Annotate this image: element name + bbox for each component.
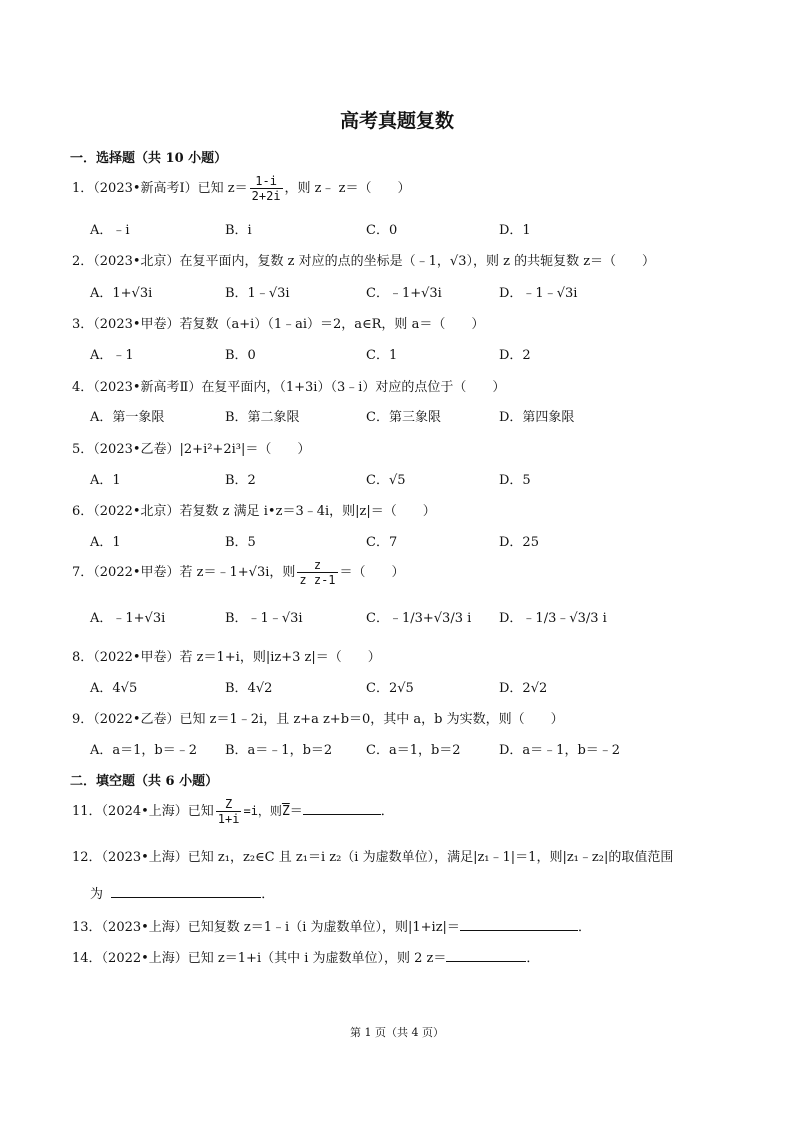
q1-option-b: B．i xyxy=(225,223,252,238)
question-5: 5．（2023•乙卷）|2+i²+2i³|＝（ ） xyxy=(72,442,311,457)
question-13: 13．（2023•上海）已知复数 z＝1﹣i（i 为虚数单位），则|1+iz|＝ ． xyxy=(72,920,591,935)
question-2: 2．（2023•北京）在复平面内，复数 z 对应的点的坐标是（﹣1，√3），则 z 的共轭复数 z＝（ ） xyxy=(72,254,656,269)
q12-answer-blank[interactable] xyxy=(111,897,261,898)
q3-option-d: D．2 xyxy=(499,348,531,363)
q1-option-c: C．0 xyxy=(366,223,398,238)
q11-middle: =i，则 xyxy=(243,804,282,818)
q6-option-c: C．7 xyxy=(366,535,398,550)
q9-option-a: A．a＝1，b＝﹣2 xyxy=(90,743,198,758)
q14-text: 14．（2022•上海）已知 z＝1+i（其中 i 为虚数单位），则 2 z＝ xyxy=(72,951,447,966)
q6-option-d: D．25 xyxy=(499,535,539,550)
q1-option-d: D．1 xyxy=(499,223,531,238)
q3-option-c: C．1 xyxy=(366,348,398,363)
q5-option-b: B．2 xyxy=(225,473,256,488)
q7-frac-num: z xyxy=(297,558,337,573)
q6-option-b: B．5 xyxy=(225,535,256,550)
q7-prefix: 7．（2022•甲卷）若 z＝﹣1+√3i，则 xyxy=(72,565,296,580)
q11-frac-num: Z xyxy=(216,797,242,812)
q7-fraction xyxy=(297,558,337,587)
q7-option-b: B．﹣1﹣√3i xyxy=(225,611,303,626)
q11-frac-den: 1+i xyxy=(217,812,240,826)
q4-option-a: A．第一象限 xyxy=(90,410,165,425)
q4-option-c: C．第三象限 xyxy=(366,410,441,425)
q8-option-b: B．4√2 xyxy=(225,681,273,696)
q5-option-c: C．√5 xyxy=(366,473,406,488)
q1-option-a: A．﹣i xyxy=(90,223,130,238)
q12-line2-text: 为 xyxy=(90,887,104,902)
section-heading-choice: 一．选择题（共 10 小题） xyxy=(70,151,228,166)
question-12: 12．（2023•上海）已知 z₁，z₂∈C 且 z₁＝i z₂（i 为虚数单位），满足|z₁﹣1|＝1，则|z₁﹣z₂|的取值范围 xyxy=(72,850,674,865)
q11-fraction xyxy=(216,797,242,826)
q8-option-c: C．2√5 xyxy=(366,681,414,696)
q2-option-a: A．1+√3i xyxy=(90,286,153,301)
question-6: 6．（2022•北京）若复数 z 满足 i•z＝3﹣4i，则|z|＝（ ） xyxy=(72,504,436,519)
q11-answer-blank[interactable] xyxy=(303,814,381,815)
q13-answer-blank[interactable] xyxy=(460,930,578,931)
q2-option-b: B．1﹣√3i xyxy=(225,286,290,301)
page-footer: 第 1 页（共 4 页） xyxy=(350,1026,444,1039)
q7-suffix: ＝（ ） xyxy=(339,565,405,580)
q3-option-a: A．﹣1 xyxy=(90,348,134,363)
q9-option-b: B．a＝﹣1，b＝2 xyxy=(225,743,333,758)
question-11: 11．（2024•上海）已知 $\frac{Z}{1+i}$ =i，则$\overline{Z}=$ ． xyxy=(72,797,394,826)
q11-suffix: ＝ xyxy=(289,804,303,819)
q7-frac-den: z z-1 xyxy=(299,573,336,587)
q9-option-d: D．a＝﹣1，b＝﹣2 xyxy=(499,743,621,758)
question-4: 4．（2023•新高考Ⅱ）在复平面内，（1+3i）（3﹣i）对应的点位于（ ） xyxy=(72,380,506,395)
page-title: 高考真题复数 xyxy=(339,110,454,132)
q4-option-b: B．第二象限 xyxy=(225,410,300,425)
q1-frac-num: 1-i xyxy=(250,174,283,189)
q5-option-d: D．5 xyxy=(499,473,531,488)
q1-fraction xyxy=(250,174,283,203)
q6-option-a: A．1 xyxy=(90,535,121,550)
q7-option-d: D．﹣1/3﹣√3/3 i xyxy=(499,611,607,626)
q7-option-c: C．﹣1/3+√3/3 i xyxy=(366,611,472,626)
question-1 xyxy=(72,174,411,203)
q11-z-bar: $\overline{Z}$ xyxy=(281,804,290,819)
question-14: 14．（2022•上海）已知 z＝1+i（其中 i 为虚数单位），则 2 z＝ ． xyxy=(72,951,540,966)
question-9: 9．（2022•乙卷）已知 z＝1﹣2i，且 z+a z+b＝0，其中 a，b 为实数，则（ ） xyxy=(72,712,564,727)
section-heading-fill: 二．填空题（共 6 小题） xyxy=(70,774,219,789)
q3-option-b: B．0 xyxy=(225,348,256,363)
question-7 xyxy=(72,558,405,587)
q9-option-c: C．a＝1，b＝2 xyxy=(366,743,461,758)
q13-text: 13．（2023•上海）已知复数 z＝1﹣i（i 为虚数单位），则|1+iz|＝ xyxy=(72,920,460,935)
q8-option-a: A．4√5 xyxy=(90,681,138,696)
question-12-line2: 为 ． xyxy=(90,887,275,902)
q2-option-d: D．﹣1﹣√3i xyxy=(499,286,578,301)
q8-option-d: D．2√2 xyxy=(499,681,548,696)
q1-frac-den: 2+2i xyxy=(251,189,281,203)
question-3: 3．（2023•甲卷）若复数（a+i）（1﹣ai）＝2，a∈R，则 a＝（ ） xyxy=(72,317,485,332)
q7-option-a: A．﹣1+√3i xyxy=(90,611,166,626)
q1-prefix: 1．（2023•新高考Ⅰ）已知 z＝ xyxy=(72,181,248,196)
question-8: 8．（2022•甲卷）若 z＝1+i，则|iz+3 z|＝（ ） xyxy=(72,650,381,665)
q1-suffix: ，则 z﹣ z＝（ ） xyxy=(284,181,411,196)
q4-option-d: D．第四象限 xyxy=(499,410,575,425)
q2-option-c: C．﹣1+√3i xyxy=(366,286,442,301)
q5-option-a: A．1 xyxy=(90,473,121,488)
q14-answer-blank[interactable] xyxy=(446,961,526,962)
q11-prefix: 11．（2024•上海）已知 xyxy=(72,804,214,819)
